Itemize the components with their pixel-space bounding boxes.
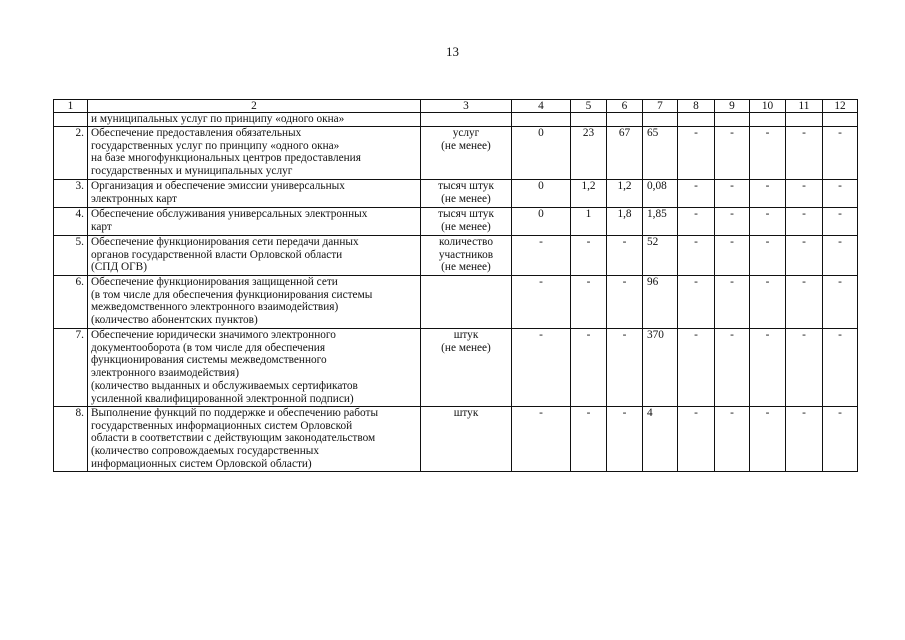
indicators-table: [53, 99, 858, 472]
empty-cell: [750, 113, 786, 127]
unit-cell: [421, 275, 512, 328]
header-row: [54, 100, 858, 113]
value-cell: -: [571, 275, 607, 328]
value-cell: -: [571, 235, 607, 275]
indicator-name-line: Организация и обеспечение эмиссии универсальных: [91, 179, 345, 192]
indicator-name: [88, 207, 421, 235]
value-cell: -: [786, 406, 823, 471]
unit-line: (не менее): [441, 220, 491, 233]
indicator-name: [88, 126, 421, 179]
column-header: 3: [421, 100, 512, 113]
table-row: [54, 207, 858, 235]
row-number: 8.: [54, 406, 88, 471]
empty-cell: [715, 113, 750, 127]
unit-line: услуг: [452, 126, 480, 139]
indicator-name-line: карт: [91, 220, 112, 233]
value-cell: -: [571, 328, 607, 406]
value-cell: -: [823, 207, 858, 235]
value-cell: -: [750, 126, 786, 179]
unit-cell: [421, 328, 512, 406]
value-cell: -: [678, 235, 715, 275]
column-header: 2: [88, 100, 421, 113]
unit-line: участников: [438, 248, 494, 261]
value-cell: -: [512, 235, 571, 275]
value-cell: -: [571, 406, 607, 471]
indicator-name: [88, 179, 421, 207]
continuation-text: и муниципальных услуг по принципу «одного окна»: [88, 113, 421, 127]
indicator-name-line: электронных карт: [91, 192, 177, 205]
value-cell: -: [715, 207, 750, 235]
value-cell: 4: [643, 406, 678, 471]
column-header: 6: [607, 100, 643, 113]
value-cell: 1,85: [643, 207, 678, 235]
value-cell: -: [607, 275, 643, 328]
indicator-name-line: Обеспечение юридически значимого электронного: [91, 328, 336, 341]
empty-cell: [823, 113, 858, 127]
column-header: 7: [643, 100, 678, 113]
unit-line: (не менее): [441, 192, 491, 205]
column-header: 5: [571, 100, 607, 113]
table-row: [54, 275, 858, 328]
value-cell: 0: [512, 207, 571, 235]
value-cell: -: [750, 406, 786, 471]
column-header: 9: [715, 100, 750, 113]
column-header: 1: [54, 100, 88, 113]
indicator-name-line: (количество сопровождаемых государственных: [91, 445, 319, 458]
value-cell: -: [512, 275, 571, 328]
value-cell: -: [786, 328, 823, 406]
value-cell: -: [715, 328, 750, 406]
indicator-name-line: (СПД ОГВ): [91, 261, 147, 274]
value-cell: -: [750, 179, 786, 207]
value-cell: -: [678, 328, 715, 406]
unit-cell: [421, 207, 512, 235]
table-row: [54, 126, 858, 179]
empty-cell: [786, 113, 823, 127]
value-cell: -: [786, 207, 823, 235]
empty-cell: [678, 113, 715, 127]
value-cell: 1,2: [607, 179, 643, 207]
unit-cell: [421, 126, 512, 179]
value-cell: -: [678, 275, 715, 328]
value-cell: -: [512, 406, 571, 471]
value-cell: -: [823, 235, 858, 275]
value-cell: -: [607, 235, 643, 275]
indicator-name-line: Обеспечение предоставления обязательных: [91, 126, 302, 139]
indicator-name-line: Обеспечение функционирования защищенной сети: [91, 275, 338, 288]
value-cell: 370: [643, 328, 678, 406]
unit-cell: [421, 406, 512, 471]
indicator-name-line: государственных информационных систем Орловской: [91, 419, 353, 432]
value-cell: 96: [643, 275, 678, 328]
unit-line: тысяч штук: [438, 179, 494, 192]
indicator-name-line: функционирования системы межведомственного: [91, 354, 327, 367]
indicator-name-line: Обеспечение функционирования сети передачи данных: [91, 235, 359, 248]
value-cell: -: [512, 328, 571, 406]
indicator-name: [88, 275, 421, 328]
indicator-name: [88, 235, 421, 275]
value-cell: 67: [607, 126, 643, 179]
column-header: 11: [786, 100, 823, 113]
column-header: 4: [512, 100, 571, 113]
page-number: 13: [446, 44, 459, 59]
value-cell: -: [678, 126, 715, 179]
empty-cell: [643, 113, 678, 127]
value-cell: -: [786, 275, 823, 328]
column-header: 10: [750, 100, 786, 113]
unit-line: штук: [453, 328, 479, 341]
unit-line: (не менее): [441, 261, 491, 274]
indicator-name-line: электронного взаимодействия): [91, 367, 239, 380]
value-cell: -: [750, 207, 786, 235]
value-cell: -: [786, 179, 823, 207]
value-cell: -: [715, 406, 750, 471]
indicator-name-line: области в соответствии с действующим законодательством: [91, 432, 376, 445]
value-cell: 0: [512, 126, 571, 179]
empty-cell: [571, 113, 607, 127]
unit-cell: [421, 179, 512, 207]
value-cell: -: [678, 406, 715, 471]
value-cell: 0: [512, 179, 571, 207]
value-cell: -: [786, 235, 823, 275]
indicator-name-line: органов государственной власти Орловской области: [91, 248, 343, 261]
value-cell: 23: [571, 126, 607, 179]
value-cell: -: [678, 179, 715, 207]
indicator-name-line: межведомственного электронного взаимодействия): [91, 301, 339, 314]
value-cell: -: [823, 275, 858, 328]
value-cell: 52: [643, 235, 678, 275]
row-number: 6.: [54, 275, 88, 328]
value-cell: 0,08: [643, 179, 678, 207]
value-cell: 1: [571, 207, 607, 235]
value-cell: 65: [643, 126, 678, 179]
value-cell: -: [823, 126, 858, 179]
table-row: [54, 179, 858, 207]
value-cell: -: [607, 328, 643, 406]
unit-line: (не менее): [441, 341, 491, 354]
indicator-name-line: (количество выданных и обслуживаемых сертификатов: [91, 379, 358, 392]
empty-cell: [512, 113, 571, 127]
value-cell: -: [607, 406, 643, 471]
indicator-name: [88, 406, 421, 471]
row-number: 3.: [54, 179, 88, 207]
indicator-name-line: государственных и муниципальных услуг: [91, 165, 293, 178]
value-cell: -: [715, 126, 750, 179]
row-number: 7.: [54, 328, 88, 406]
indicator-name-line: (в том числе для обеспечения функционирования системы: [91, 288, 373, 301]
indicator-name-line: документооборота (в том числе для обеспечения: [91, 341, 326, 354]
indicator-name-line: Обеспечение обслуживания универсальных электронных: [91, 207, 368, 220]
value-cell: -: [823, 179, 858, 207]
indicator-name-line: государственных услуг по принципу «одного окна»: [91, 139, 340, 152]
row-number: 4.: [54, 207, 88, 235]
empty-cell: [421, 113, 512, 127]
unit-line: штук: [453, 406, 479, 419]
unit-cell: [421, 235, 512, 275]
indicator-name-line: Выполнение функций по поддержке и обеспечению работы: [91, 406, 379, 419]
value-cell: -: [678, 207, 715, 235]
indicator-name-line: информационных систем Орловской области): [91, 457, 312, 470]
column-header: 8: [678, 100, 715, 113]
indicator-name-line: (количество абонентских пунктов): [91, 314, 258, 327]
column-header: 12: [823, 100, 858, 113]
indicator-name-line: на базе многофункциональных центров предоставления: [91, 152, 361, 165]
unit-line: тысяч штук: [438, 207, 494, 220]
unit-line: (не менее): [441, 139, 491, 152]
value-cell: 1,8: [607, 207, 643, 235]
value-cell: -: [786, 126, 823, 179]
unit-line: количество: [439, 235, 493, 248]
table-row: [54, 235, 858, 275]
table-row: [54, 406, 858, 471]
indicator-name-line: усиленной квалифицированной электронной подписи): [91, 392, 354, 405]
value-cell: -: [750, 328, 786, 406]
indicator-name: [88, 328, 421, 406]
value-cell: -: [823, 406, 858, 471]
row-number: 2.: [54, 126, 88, 179]
value-cell: -: [750, 235, 786, 275]
value-cell: -: [715, 179, 750, 207]
empty-cell: [54, 113, 88, 127]
value-cell: -: [715, 275, 750, 328]
empty-cell: [607, 113, 643, 127]
value-cell: -: [715, 235, 750, 275]
continuation-row: [54, 113, 858, 127]
value-cell: 1,2: [571, 179, 607, 207]
value-cell: -: [823, 328, 858, 406]
row-number: 5.: [54, 235, 88, 275]
value-cell: -: [750, 275, 786, 328]
table-row: [54, 328, 858, 406]
